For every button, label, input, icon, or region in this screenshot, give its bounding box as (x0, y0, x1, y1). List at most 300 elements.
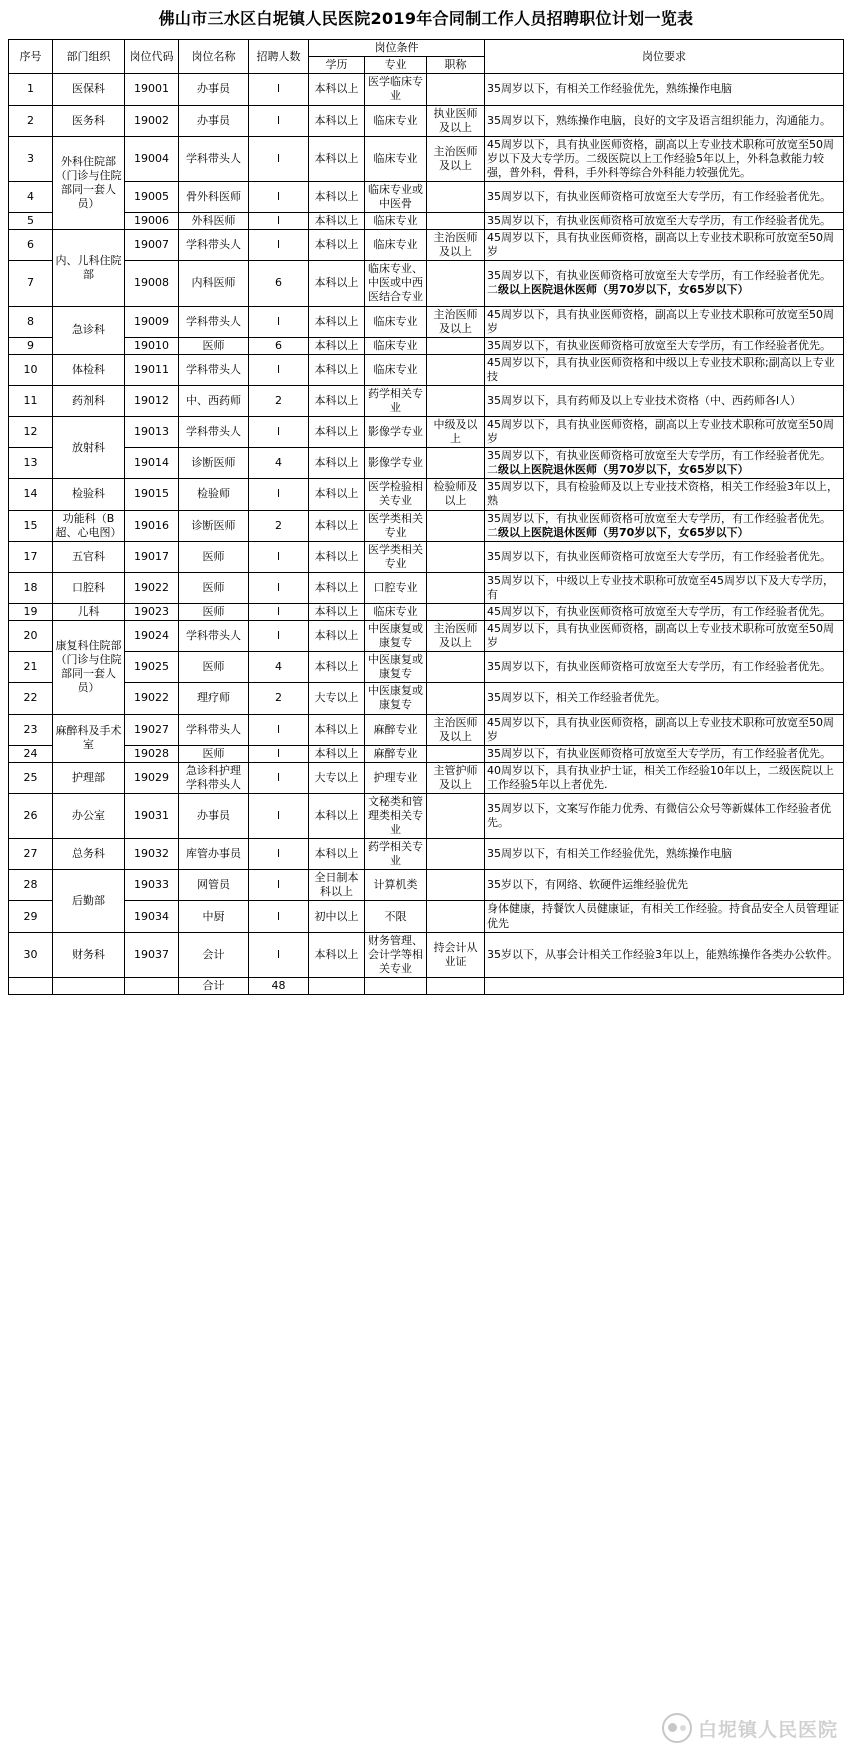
requirement-text: 35周岁以下，有执业医师资格可放宽至大专学历，有工作经验者优先。 (487, 338, 832, 352)
cell-department: 医保科 (53, 74, 125, 105)
cell-headcount: l (249, 714, 309, 745)
cell-seq: 3 (9, 136, 53, 181)
cell-major: 文秘类和管理类相关专业 (365, 793, 427, 838)
cell-headcount: l (249, 230, 309, 261)
requirement-text: 35周岁以下，熟练操作电脑，良好的文字及语言组织能力，沟通能力。 (487, 113, 832, 127)
requirement-text: 45周岁以下，具有执业医师资格，副高以上专业技术职称可放宽至50周岁 (487, 715, 835, 743)
cell-post-code: 19010 (125, 337, 179, 354)
cell-major: 医学类相关专业 (365, 541, 427, 572)
requirement-text: 35周岁以下，有执业医师资格可放宽至大专学历，有工作经验者优先。 (487, 189, 832, 203)
cell-requirement (485, 621, 844, 652)
cell-post-code: 19015 (125, 479, 179, 510)
cell-headcount: 2 (249, 510, 309, 541)
table-row (9, 230, 844, 261)
cell-post-code: 19007 (125, 230, 179, 261)
cell-post-code: 19002 (125, 105, 179, 136)
cell-headcount: l (249, 213, 309, 230)
table-row (9, 793, 844, 838)
cell-post-name: 理疗师 (179, 683, 249, 714)
header-num: 招聘人数 (249, 40, 309, 74)
requirement-emphasis: 级以上医院退休医师（男70岁以下，女65岁以下） (498, 463, 749, 477)
cell-headcount: 6 (249, 337, 309, 354)
cell-headcount: l (249, 74, 309, 105)
cell-major: 临床专业或中医骨 (365, 181, 427, 212)
cell-requirement (485, 839, 844, 870)
cell-post-code: 19034 (125, 901, 179, 932)
cell-requirement (485, 181, 844, 212)
cell-education: 本科以上 (309, 448, 365, 479)
cell-headcount: l (249, 354, 309, 385)
table-row (9, 136, 844, 181)
cell-major: 护理专业 (365, 762, 427, 793)
cell-seq: 21 (9, 652, 53, 683)
cell-seq: 20 (9, 621, 53, 652)
cell-department: 急诊科 (53, 306, 125, 354)
cell-professional-title (427, 448, 485, 479)
cell-department: 医务科 (53, 105, 125, 136)
cell-seq: 14 (9, 479, 53, 510)
header-major: 专业 (365, 57, 427, 74)
cell-seq: 11 (9, 385, 53, 416)
cell-seq: 30 (9, 932, 53, 977)
cell-post-code: 19001 (125, 74, 179, 105)
requirement-text: 35周岁以下，有执业医师资格可放宽至大专学历，有工作经验者优先。 (487, 660, 832, 674)
cell-requirement (485, 448, 844, 479)
cell-post-name: 学科带头人 (179, 306, 249, 337)
cell-seq: 23 (9, 714, 53, 745)
cell-professional-title (427, 652, 485, 683)
requirement-text: 45周岁以下，具有执业医师资格，副高以上专业技术职称可放宽至50周岁 (487, 307, 835, 335)
cell-headcount: l (249, 932, 309, 977)
cell-education: 初中以上 (309, 901, 365, 932)
cell-major: 中医康复或康复专 (365, 683, 427, 714)
cell-education: 本科以上 (309, 839, 365, 870)
table-row (9, 385, 844, 416)
cell-department: 总务科 (53, 839, 125, 870)
cell-seq: 10 (9, 354, 53, 385)
cell-department: 药剂科 (53, 385, 125, 416)
cell-education: 本科以上 (309, 181, 365, 212)
cell-headcount: l (249, 105, 309, 136)
cell-education: 本科以上 (309, 385, 365, 416)
cell-seq: 15 (9, 510, 53, 541)
cell-post-name: 学科带头人 (179, 621, 249, 652)
table-row (9, 932, 844, 977)
cell-post-name: 会计 (179, 932, 249, 977)
cell-major: 临床专业 (365, 604, 427, 621)
cell-major: 医学类相关专业 (365, 510, 427, 541)
total-row (9, 977, 844, 994)
cell-seq: 28 (9, 870, 53, 901)
cell-post-name: 诊断医师 (179, 448, 249, 479)
table-row (9, 213, 844, 230)
cell-education: 本科以上 (309, 745, 365, 762)
cell-post-code: 19037 (125, 932, 179, 977)
cell-education: 本科以上 (309, 621, 365, 652)
cell-major: 不限 (365, 901, 427, 932)
cell-post-name: 外科医师 (179, 213, 249, 230)
cell-headcount: l (249, 604, 309, 621)
requirement-text: 45周岁以下，具有执业医师资格，副高以上专业技术职称可放宽至50周岁 (487, 231, 835, 259)
header-post: 岗位名称 (179, 40, 249, 74)
header-conditions-group: 岗位条件 (309, 40, 485, 57)
cell-education: 本科以上 (309, 306, 365, 337)
cell-requirement (485, 354, 844, 385)
cell-seq: 1 (9, 74, 53, 105)
cell-major: 临床专业 (365, 105, 427, 136)
cell-headcount: l (249, 417, 309, 448)
cell-professional-title: 主治医师及以上 (427, 714, 485, 745)
cell-post-code: 19004 (125, 136, 179, 181)
cell-education: 本科以上 (309, 541, 365, 572)
table-row (9, 714, 844, 745)
cell-seq: 5 (9, 213, 53, 230)
cell-requirement (485, 385, 844, 416)
table-body (9, 74, 844, 995)
requirement-emphasis: 级以上医院退休医师（男70岁以下，女65岁以下） (498, 525, 749, 539)
cell-requirement (485, 417, 844, 448)
cell-requirement (485, 793, 844, 838)
cell-post-name: 医师 (179, 572, 249, 603)
requirement-text: 45周岁以下，具有执业医师资格，副高以上专业技术职称可放宽至50周岁 (487, 622, 835, 650)
requirement-text: 身体健康，持餐饮人员健康证，有相关工作经验。持食品安全人员管理证优先 (487, 902, 840, 930)
cell-professional-title: 主治医师及以上 (427, 621, 485, 652)
watermark (662, 1713, 838, 1743)
cell-seq: 12 (9, 417, 53, 448)
cell-education: 本科以上 (309, 793, 365, 838)
cell-post-name: 学科带头人 (179, 714, 249, 745)
cell-post-code: 19033 (125, 870, 179, 901)
cell-major: 临床专业 (365, 136, 427, 181)
total-cell-major (365, 977, 427, 994)
requirement-text: 35周岁以下，有执业医师资格可放宽至大专学历，有工作经验者优先。二 (487, 269, 832, 297)
table-row (9, 354, 844, 385)
cell-professional-title (427, 181, 485, 212)
cell-professional-title: 主治医师及以上 (427, 136, 485, 181)
requirement-text: 35周岁以下，具有药师及以上专业技术资格（中、西药师各l人） (487, 393, 802, 407)
cell-seq: 2 (9, 105, 53, 136)
cell-department: 放射科 (53, 417, 125, 479)
cell-requirement (485, 652, 844, 683)
cell-post-code: 19017 (125, 541, 179, 572)
cell-post-name: 学科带头人 (179, 230, 249, 261)
cell-professional-title (427, 604, 485, 621)
cell-post-name: 检验师 (179, 479, 249, 510)
cell-education: 本科以上 (309, 417, 365, 448)
cell-major: 医学检验相关专业 (365, 479, 427, 510)
cell-post-code: 19025 (125, 652, 179, 683)
cell-major: 麻醉专业 (365, 745, 427, 762)
cell-major: 临床专业 (365, 354, 427, 385)
requirement-text: 40周岁以下，具有执业护士证，相关工作经验10年以上，二级医院以上工作经验5年以上者优先. (487, 763, 835, 791)
requirement-text: 45周岁以下，具有执业医师资格，副高以上专业技术职称可放宽至50周岁 (487, 418, 835, 446)
cell-professional-title: 持会计从业证 (427, 932, 485, 977)
requirement-text: 35周岁以下，有执业医师资格可放宽至大专学历，有工作经验者优先。 (487, 214, 832, 228)
cell-post-code: 19014 (125, 448, 179, 479)
cell-requirement (485, 105, 844, 136)
cell-seq: 19 (9, 604, 53, 621)
cell-education: 大专以上 (309, 762, 365, 793)
cell-education: 本科以上 (309, 230, 365, 261)
table-header (9, 40, 844, 74)
cell-post-name: 医师 (179, 652, 249, 683)
requirement-text: 35周岁以下，有执业医师资格可放宽至大专学历，有工作经验者优先。二 (487, 449, 832, 477)
cell-department: 五官科 (53, 541, 125, 572)
cell-major: 财务管理、会计学等相关专业 (365, 932, 427, 977)
cell-post-code: 19032 (125, 839, 179, 870)
requirement-text: 35周岁以下，有相关工作经验优先，熟练操作电脑 (487, 847, 733, 861)
table-row (9, 604, 844, 621)
requirement-text: 35周岁以下，相关工作经验者优先。 (487, 691, 667, 705)
cell-education: 本科以上 (309, 932, 365, 977)
total-cell-seq (9, 977, 53, 994)
cell-post-code: 19009 (125, 306, 179, 337)
cell-professional-title: 中级及以上 (427, 417, 485, 448)
cell-seq: 13 (9, 448, 53, 479)
cell-department: 康复科住院部（门诊与住院部同一套人员） (53, 621, 125, 714)
cell-seq: 8 (9, 306, 53, 337)
cell-headcount: l (249, 541, 309, 572)
cell-post-name: 办事员 (179, 105, 249, 136)
cell-headcount: 2 (249, 683, 309, 714)
cell-post-code: 19027 (125, 714, 179, 745)
cell-seq: 18 (9, 572, 53, 603)
cell-post-code: 19008 (125, 261, 179, 306)
cell-headcount: l (249, 479, 309, 510)
cell-post-name: 学科带头人 (179, 354, 249, 385)
cell-education: 大专以上 (309, 683, 365, 714)
cell-headcount: l (249, 762, 309, 793)
cell-post-name: 医师 (179, 541, 249, 572)
cell-requirement (485, 337, 844, 354)
cell-headcount: l (249, 621, 309, 652)
total-cell-requirement (485, 977, 844, 994)
header-prof-title: 职称 (427, 57, 485, 74)
header-requirement: 岗位要求 (485, 40, 844, 74)
header-seq: 序号 (9, 40, 53, 74)
total-cell-department (53, 977, 125, 994)
cell-seq: 9 (9, 337, 53, 354)
cell-major: 药学相关专业 (365, 385, 427, 416)
cell-professional-title: 主管护师及以上 (427, 762, 485, 793)
cell-professional-title (427, 261, 485, 306)
table-row (9, 105, 844, 136)
cell-post-name: 诊断医师 (179, 510, 249, 541)
cell-department: 护理部 (53, 762, 125, 793)
cell-post-name: 医师 (179, 745, 249, 762)
cell-education: 本科以上 (309, 354, 365, 385)
table-row (9, 745, 844, 762)
cell-requirement (485, 213, 844, 230)
requirement-text: 35周岁以下，有执业医师资格可放宽至大专学历，有工作经验者优先。二 (487, 511, 832, 539)
cell-professional-title (427, 745, 485, 762)
cell-requirement (485, 230, 844, 261)
cell-post-code: 19006 (125, 213, 179, 230)
cell-education: 本科以上 (309, 510, 365, 541)
cell-professional-title (427, 541, 485, 572)
cell-education: 本科以上 (309, 479, 365, 510)
cell-post-code: 19028 (125, 745, 179, 762)
cell-professional-title (427, 354, 485, 385)
cell-department: 麻醉科及手术室 (53, 714, 125, 762)
requirement-text: 35周岁以下，文案写作能力优秀、有微信公众号等新媒体工作经验者优先。 (487, 801, 832, 830)
cell-post-code: 19022 (125, 683, 179, 714)
cell-headcount: l (249, 745, 309, 762)
cell-major: 临床专业、中医或中西医结合专业 (365, 261, 427, 306)
cell-professional-title (427, 385, 485, 416)
header-code: 岗位代码 (125, 40, 179, 74)
cell-post-name: 网管员 (179, 870, 249, 901)
cell-requirement (485, 510, 844, 541)
hospital-logo-icon (662, 1713, 692, 1743)
cell-education: 本科以上 (309, 337, 365, 354)
cell-education: 本科以上 (309, 213, 365, 230)
cell-headcount: l (249, 901, 309, 932)
table-row (9, 762, 844, 793)
cell-headcount: l (249, 572, 309, 603)
total-cell-professional-title (427, 977, 485, 994)
cell-post-name: 医师 (179, 337, 249, 354)
cell-requirement (485, 604, 844, 621)
cell-requirement (485, 745, 844, 762)
total-headcount: 48 (249, 977, 309, 994)
cell-requirement (485, 683, 844, 714)
recruitment-plan-table (8, 39, 844, 995)
cell-professional-title (427, 839, 485, 870)
cell-major: 药学相关专业 (365, 839, 427, 870)
table-row (9, 839, 844, 870)
watermark-label: 白坭镇人民医院 (697, 1718, 838, 1741)
cell-headcount: l (249, 136, 309, 181)
header-education: 学历 (309, 57, 365, 74)
cell-seq: 29 (9, 901, 53, 932)
cell-department: 办公室 (53, 793, 125, 838)
cell-department: 外科住院部（门诊与住院部同一套人员） (53, 136, 125, 229)
cell-education: 本科以上 (309, 604, 365, 621)
cell-post-code: 19031 (125, 793, 179, 838)
cell-post-name: 学科带头人 (179, 417, 249, 448)
cell-seq: 22 (9, 683, 53, 714)
total-cell-post-code (125, 977, 179, 994)
cell-post-code: 19022 (125, 572, 179, 603)
cell-post-name: 办事员 (179, 74, 249, 105)
cell-post-code: 19023 (125, 604, 179, 621)
requirement-text: 45周岁以下，具有执业医师资格，副高以上专业技术职称可放宽至50周岁以下及大专学历。二级医院以上工作经验5年以上，外科急救能力较强，普外科，骨科，手外科等综合外科能力较强优先。 (487, 137, 835, 179)
cell-headcount: l (249, 839, 309, 870)
cell-professional-title (427, 901, 485, 932)
cell-major: 计算机类 (365, 870, 427, 901)
cell-education: 本科以上 (309, 261, 365, 306)
cell-major: 中医康复或康复专 (365, 621, 427, 652)
cell-post-name: 学科带头人 (179, 136, 249, 181)
cell-education: 本科以上 (309, 136, 365, 181)
cell-post-name: 库管办事员 (179, 839, 249, 870)
cell-post-name: 医师 (179, 604, 249, 621)
cell-education: 本科以上 (309, 105, 365, 136)
cell-headcount: l (249, 306, 309, 337)
cell-education: 本科以上 (309, 714, 365, 745)
table-row (9, 74, 844, 105)
cell-department: 体检科 (53, 354, 125, 385)
cell-professional-title (427, 510, 485, 541)
cell-post-name: 办事员 (179, 793, 249, 838)
cell-education: 本科以上 (309, 652, 365, 683)
requirement-text: 35周岁以下，有执业医师资格可放宽至大专学历，有工作经验者优先。 (487, 746, 832, 760)
cell-major: 临床专业 (365, 337, 427, 354)
cell-requirement (485, 932, 844, 977)
table-row (9, 652, 844, 683)
cell-headcount: 6 (249, 261, 309, 306)
cell-major: 影像学专业 (365, 417, 427, 448)
table-row (9, 572, 844, 603)
cell-seq: 24 (9, 745, 53, 762)
cell-post-name: 内科医师 (179, 261, 249, 306)
cell-education: 本科以上 (309, 572, 365, 603)
cell-major: 临床专业 (365, 306, 427, 337)
requirement-text: 35周岁以下，有执业医师资格可放宽至大专学历，有工作经验者优先。 (487, 549, 832, 563)
cell-seq: 4 (9, 181, 53, 212)
cell-headcount: 4 (249, 652, 309, 683)
requirement-emphasis: 级以上医院退休医师（男70岁以下，女65岁以下） (498, 283, 749, 297)
cell-seq: 27 (9, 839, 53, 870)
cell-requirement (485, 74, 844, 105)
cell-professional-title (427, 337, 485, 354)
cell-professional-title: 检验师及以上 (427, 479, 485, 510)
cell-requirement (485, 479, 844, 510)
cell-professional-title (427, 572, 485, 603)
cell-requirement (485, 306, 844, 337)
cell-department: 后勤部 (53, 870, 125, 932)
cell-post-name: 中厨 (179, 901, 249, 932)
cell-post-code: 19013 (125, 417, 179, 448)
cell-seq: 25 (9, 762, 53, 793)
cell-post-name: 中、西药师 (179, 385, 249, 416)
cell-headcount: 4 (249, 448, 309, 479)
cell-major: 临床专业 (365, 213, 427, 230)
cell-post-code: 19012 (125, 385, 179, 416)
table-row (9, 510, 844, 541)
cell-requirement (485, 870, 844, 901)
cell-department: 检验科 (53, 479, 125, 510)
requirement-text: 35周岁以下，有相关工作经验优先，熟练操作电脑 (487, 82, 733, 96)
table-row (9, 479, 844, 510)
page-title: 佛山市三水区白坭镇人民医院2019年合同制工作人员招聘职位计划一览表 (158, 9, 694, 28)
requirement-text: 45周岁以下，具有执业医师资格和中级以上专业技术职称;副高以上专业技 (487, 355, 835, 383)
table-row (9, 541, 844, 572)
cell-major: 口腔专业 (365, 572, 427, 603)
table-row (9, 621, 844, 652)
cell-professional-title (427, 793, 485, 838)
cell-requirement (485, 261, 844, 306)
total-label: 合计 (179, 977, 249, 994)
cell-post-name: 骨外科医师 (179, 181, 249, 212)
requirement-text: 45周岁以下，有执业医师资格可放宽至大专学历，有工作经验者优先。 (487, 605, 832, 618)
table-row (9, 870, 844, 901)
cell-professional-title: 主治医师及以上 (427, 306, 485, 337)
cell-professional-title (427, 870, 485, 901)
requirement-text: 35岁以下，有网络、软硬件运维经验优先 (487, 878, 689, 892)
header-row-top (9, 40, 844, 57)
cell-post-code: 19016 (125, 510, 179, 541)
cell-seq: 17 (9, 541, 53, 572)
cell-headcount: l (249, 181, 309, 212)
cell-seq: 6 (9, 230, 53, 261)
cell-professional-title: 主治医师及以上 (427, 230, 485, 261)
cell-post-code: 19011 (125, 354, 179, 385)
cell-post-code: 19029 (125, 762, 179, 793)
table-row (9, 181, 844, 212)
cell-department: 财务科 (53, 932, 125, 977)
